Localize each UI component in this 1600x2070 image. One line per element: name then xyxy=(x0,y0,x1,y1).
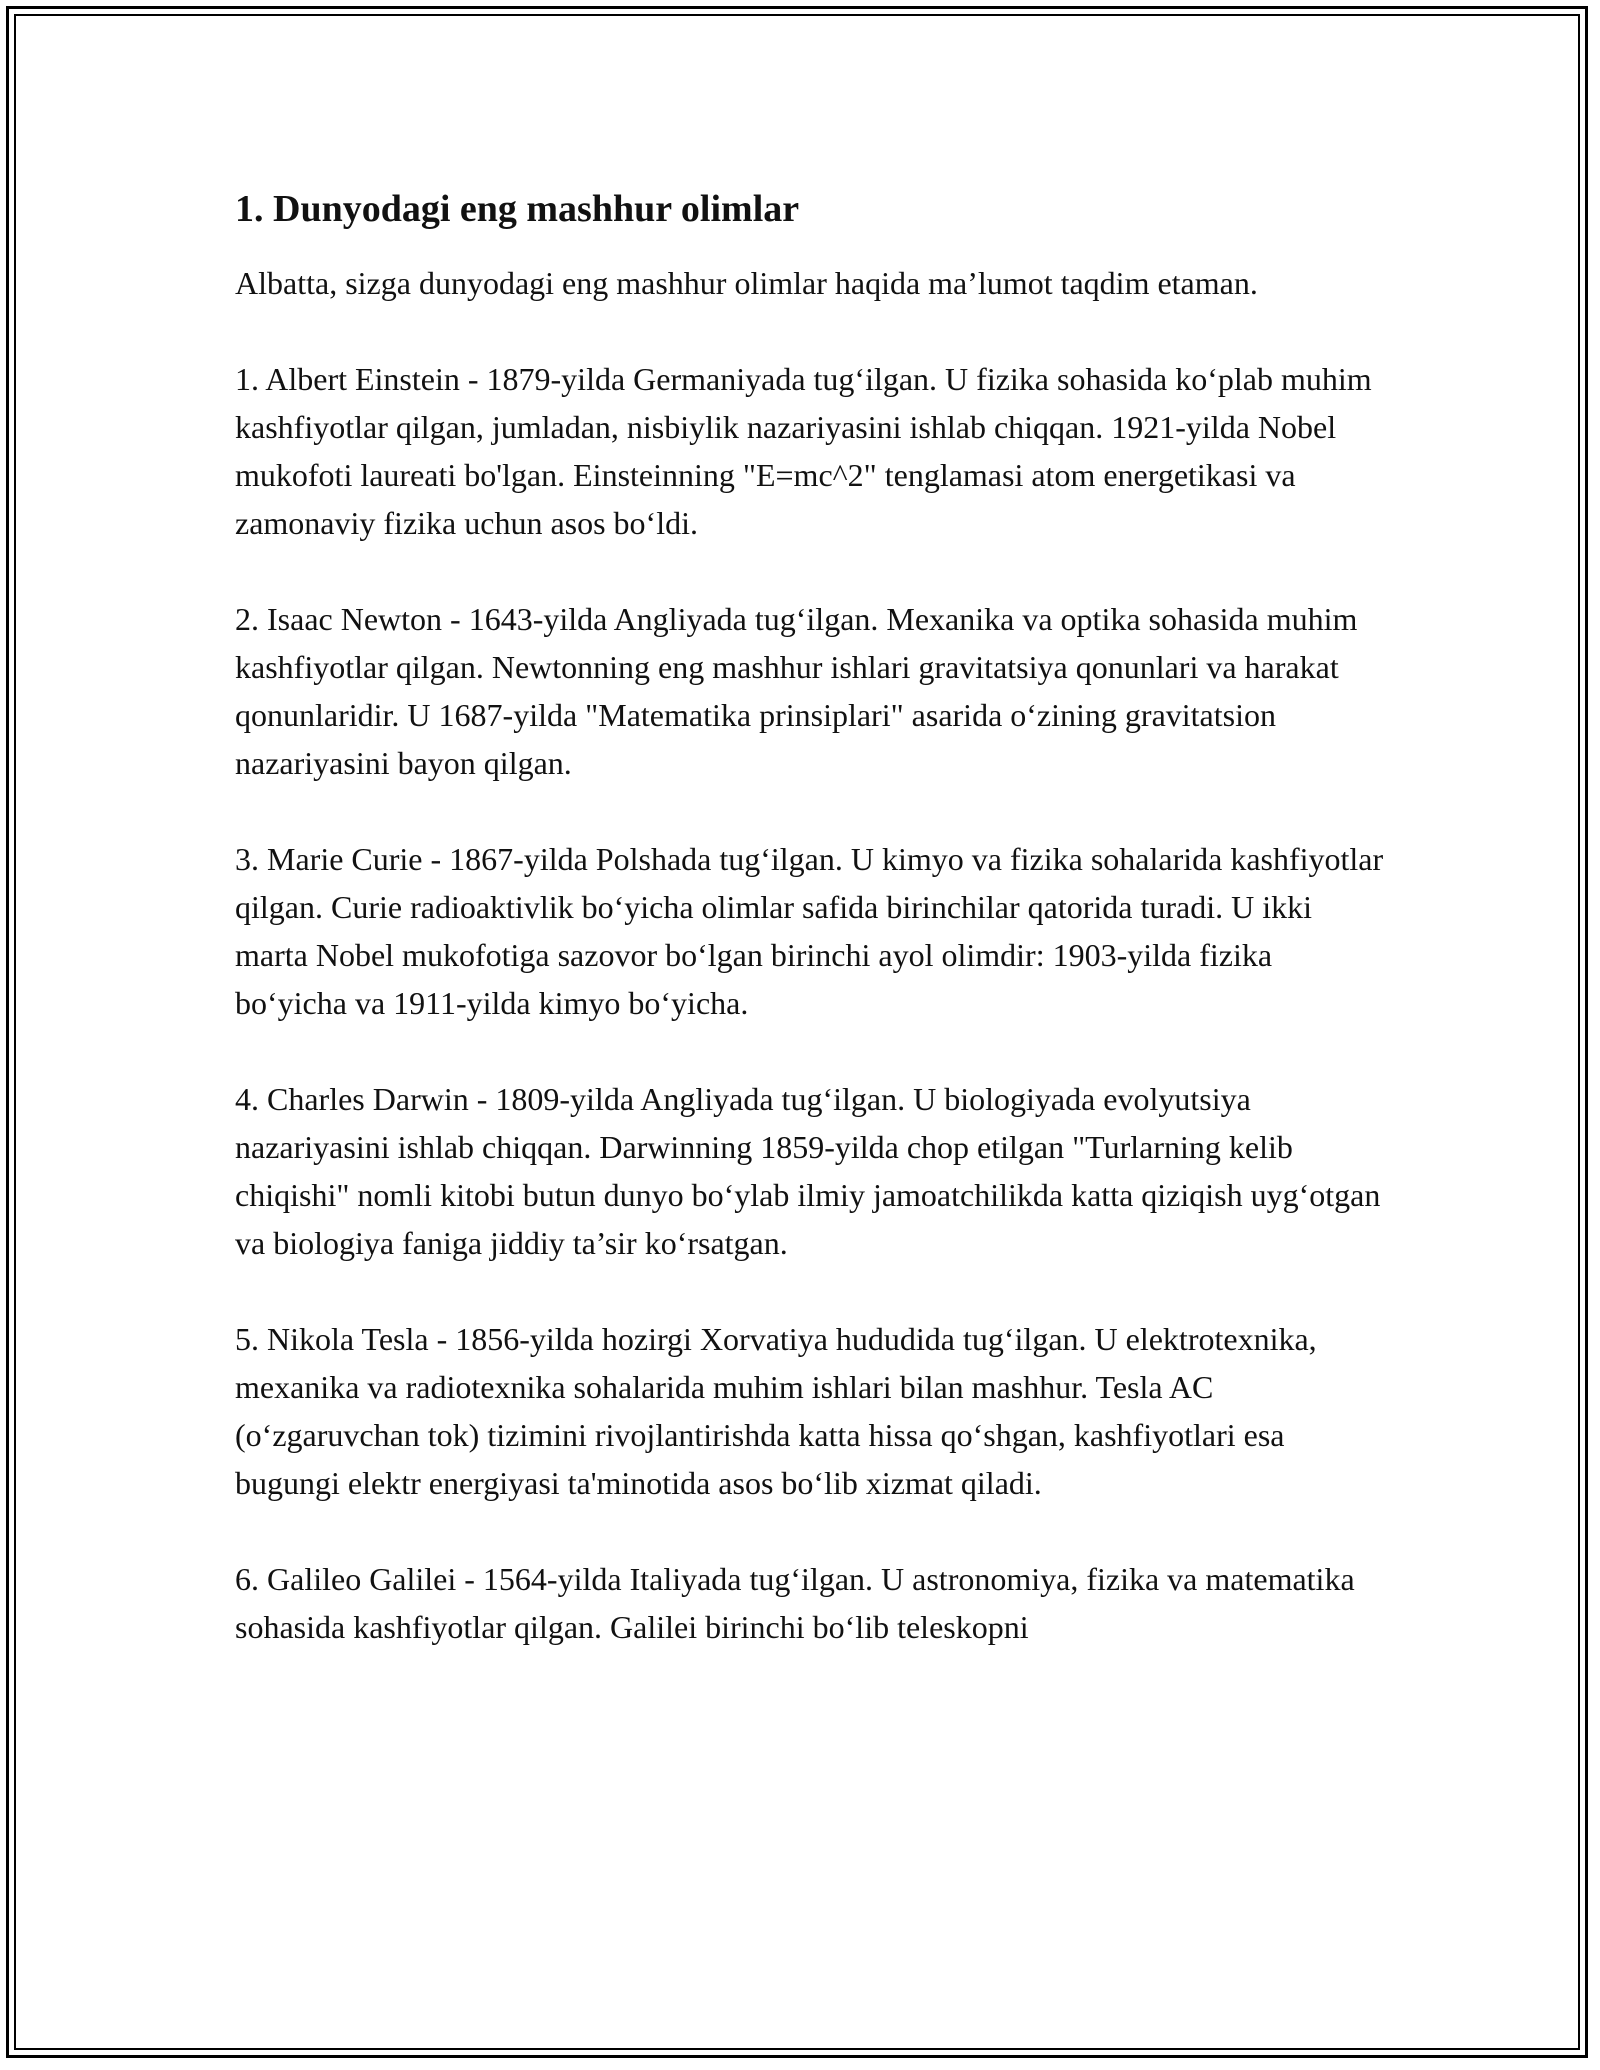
paragraph-darwin: 4. Charles Darwin - 1809-yilda Angliyada tug‘ilgan. U biologiyada evolyutsiya nazariyasini ishlab chiqqan. Darwinning 1859-yilda chop etilgan "Turlarning kelib chiqishi" nomli kitobi butun dunyo bo‘ylab ilmiy jamoatchilikda katta qiziqish uyg‘otgan va biologiya faniga jiddiy ta’sir ko‘rsatgan. xyxy=(235,1081,1381,1261)
paragraph-curie: 3. Marie Curie - 1867-yilda Polshada tug‘ilgan. U kimyo va fizika sohalarida kashfiyotlar qilgan. Curie radioaktivlik bo‘yicha olimlar safida birinchilar qatorida turadi. U ikki marta Nobel mukofotiga sazovor bo‘lgan birinchi ayol olimdir: 1903-yilda fizika bo‘yicha va 1911-yilda kimyo bo‘yicha. xyxy=(235,841,1384,1021)
paragraph-einstein: 1. Albert Einstein - 1879-yilda Germaniyada tug‘ilgan. U fizika sohasida ko‘plab muhim kashfiyotlar qilgan, jumladan, nisbiylik nazariyasini ishlab chiqqan. 1921-yilda Nobel mukofoti laureati bo'lgan. Einsteinning "E=mc^2" tenglamasi atom energetikasi va zamonaviy fizika uchun asos bo‘ldi. xyxy=(235,361,1372,541)
paragraph-tesla: 5. Nikola Tesla - 1856-yilda hozirgi Xorvatiya hududida tug‘ilgan. U elektrotexnika, mexanika va radiotexnika sohalarida muhim ishlari bilan mashhur. Tesla AC (o‘zgaruvchan tok) tizimini rivojlantirishda katta hissa qo‘shgan, kashfiyotlari esa bugungi elektr energiyasi ta'minotida asos bo‘lib xizmat qiladi. xyxy=(235,1321,1317,1501)
document-title: 1. Dunyodagi eng mashhur olimlar xyxy=(235,188,800,230)
paragraph-newton: 2. Isaac Newton - 1643-yilda Angliyada tug‘ilgan. Mexanika va optika sohasida muhim kashfiyotlar qilgan. Newtonning eng mashhur ishlari gravitatsiya qonunlari va harakat qonunlaridir. U 1687-yilda "Matematika prinsiplari" asarida o‘zining gravitatsion nazariyasini bayon qilgan. xyxy=(235,601,1358,781)
document-body xyxy=(235,185,1385,1699)
paragraph-galilei: 6. Galileo Galilei - 1564-yilda Italiyada tug‘ilgan. U astronomiya, fizika va matematika sohasida kashfiyotlar qilgan. Galilei birinchi bo‘lib teleskopni xyxy=(235,1561,1355,1645)
intro-paragraph: Albatta, sizga dunyodagi eng mashhur olimlar haqida ma’lumot taqdim etaman. xyxy=(235,265,1258,301)
